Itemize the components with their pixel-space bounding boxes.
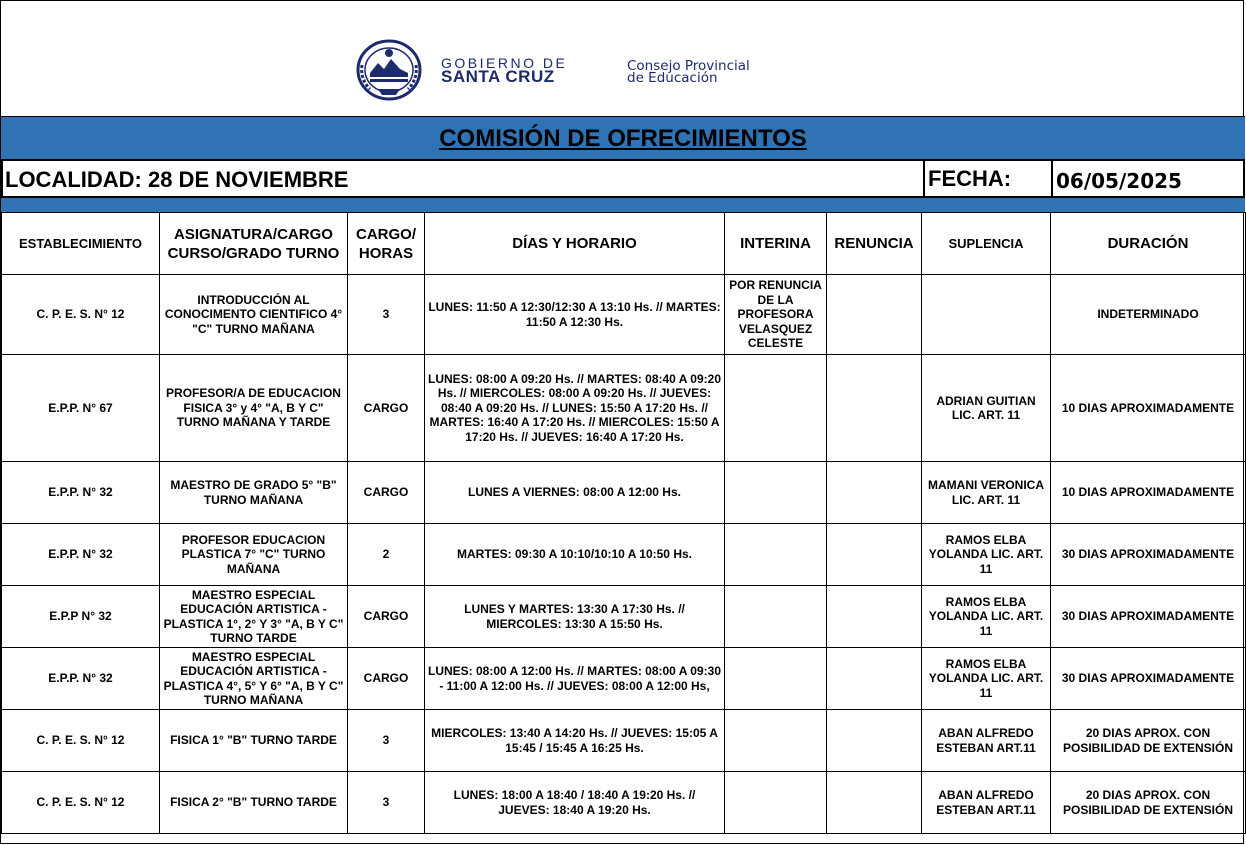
cell-cargo-horas: 2 bbox=[348, 524, 425, 586]
page-title: COMISIÓN DE OFRECIMIENTOS bbox=[439, 125, 807, 152]
cell-suplencia: RAMOS ELBA YOLANDA LIC. ART. 11 bbox=[922, 586, 1051, 648]
title-bar bbox=[1, 116, 1245, 159]
cell-renuncia bbox=[827, 586, 922, 648]
cell-duracion: 20 DIAS APROX. CON POSIBILIDAD DE EXTENSIÓN bbox=[1051, 710, 1246, 772]
cell-cargo-horas: CARGO bbox=[348, 648, 425, 710]
cell-interina bbox=[725, 772, 827, 834]
cell-cargo-horas: 3 bbox=[348, 275, 425, 355]
table-row bbox=[2, 524, 1246, 586]
cell-asignatura: MAESTRO DE GRADO 5° "B" TURNO MAÑANA bbox=[160, 462, 348, 524]
santa-cruz-seal-icon bbox=[356, 39, 422, 101]
cell-interina: POR RENUNCIA DE LA PROFESORA VELASQUEZ CELESTE bbox=[725, 275, 827, 355]
cell-suplencia: RAMOS ELBA YOLANDA LIC. ART. 11 bbox=[922, 524, 1051, 586]
table-header-row bbox=[2, 213, 1246, 275]
fecha-label: FECHA: bbox=[923, 161, 1051, 196]
cell-establecimiento: E.P.P. N° 32 bbox=[2, 648, 160, 710]
cell-suplencia: RAMOS ELBA YOLANDA LIC. ART. 11 bbox=[922, 648, 1051, 710]
cell-interina bbox=[725, 648, 827, 710]
col-suplencia: SUPLENCIA bbox=[922, 213, 1051, 275]
cell-establecimiento: E.P.P. N° 32 bbox=[2, 462, 160, 524]
cell-interina bbox=[725, 586, 827, 648]
cell-asignatura: MAESTRO ESPECIAL EDUCACIÓN ARTISTICA - PLASTICA 1°, 2° Y 3° "A, B Y C" TURNO TARDE bbox=[160, 586, 348, 648]
cell-cargo-horas: 3 bbox=[348, 710, 425, 772]
cell-dias-horario: MIERCOLES: 13:40 A 14:20 Hs. // JUEVES: 15:05 A 15:45 / 15:45 A 16:25 Hs. bbox=[425, 710, 725, 772]
cell-dias-horario: LUNES A VIERNES: 08:00 A 12:00 Hs. bbox=[425, 462, 725, 524]
col-interina: INTERINA bbox=[725, 213, 827, 275]
col-dias-horario: DÍAS Y HORARIO bbox=[425, 213, 725, 275]
cell-renuncia bbox=[827, 524, 922, 586]
cpe-line1: Consejo Provincial bbox=[627, 58, 750, 74]
localidad-label: LOCALIDAD: 28 DE NOVIEMBRE bbox=[5, 167, 349, 192]
table-row bbox=[2, 648, 1246, 710]
cell-cargo-horas: CARGO bbox=[348, 355, 425, 462]
separator-bar bbox=[1, 198, 1245, 212]
cell-duracion: 30 DIAS APROXIMADAMENTE bbox=[1051, 524, 1246, 586]
gov-line2: SANTA CRUZ bbox=[441, 67, 555, 86]
cell-duracion: 10 DIAS APROXIMADAMENTE bbox=[1051, 355, 1246, 462]
cell-suplencia bbox=[922, 275, 1051, 355]
cell-establecimiento: E.P.P N° 32 bbox=[2, 586, 160, 648]
cell-duracion: INDETERMINADO bbox=[1051, 275, 1246, 355]
cell-dias-horario: LUNES: 18:00 A 18:40 / 18:40 A 19:20 Hs. // JUEVES: 18:40 A 19:20 Hs. bbox=[425, 772, 725, 834]
cell-interina bbox=[725, 462, 827, 524]
cell-renuncia bbox=[827, 772, 922, 834]
cell-renuncia bbox=[827, 355, 922, 462]
cell-suplencia: MAMANI VERONICA LIC. ART. 11 bbox=[922, 462, 1051, 524]
gov-line1: GOBIERNO DE bbox=[441, 55, 568, 71]
cell-establecimiento: E.P.P. N° 67 bbox=[2, 355, 160, 462]
cell-dias-horario: LUNES: 11:50 A 12:30/12:30 A 13:10 Hs. // MARTES: 11:50 A 12:30 Hs. bbox=[425, 275, 725, 355]
table-row bbox=[2, 355, 1246, 462]
cell-renuncia bbox=[827, 275, 922, 355]
letterhead bbox=[1, 1, 1245, 116]
cell-asignatura: INTRODUCCIÓN AL CONOCIMENTO CIENTIFICO 4° "C" TURNO MAÑANA bbox=[160, 275, 348, 355]
cell-dias-horario: LUNES: 08:00 A 12:00 Hs. // MARTES: 08:00 A 09:30 - 11:00 A 12:00 Hs. // JUEVES: 08:00 A 12:00 Hs, bbox=[425, 648, 725, 710]
cell-establecimiento: C. P. E. S. N° 12 bbox=[2, 772, 160, 834]
cell-renuncia bbox=[827, 648, 922, 710]
cell-asignatura: PROFESOR EDUCACION PLASTICA 7° "C" TURNO MAÑANA bbox=[160, 524, 348, 586]
cell-establecimiento: C. P. E. S. N° 12 bbox=[2, 710, 160, 772]
cpe-line2: de Educación bbox=[627, 70, 718, 86]
cell-renuncia bbox=[827, 462, 922, 524]
cell-cargo-horas: 3 bbox=[348, 772, 425, 834]
cell-asignatura: FISICA 2° "B" TURNO TARDE bbox=[160, 772, 348, 834]
table-row bbox=[2, 772, 1246, 834]
cell-interina bbox=[725, 710, 827, 772]
col-renuncia: RENUNCIA bbox=[827, 213, 922, 275]
col-cargo-horas: CARGO/ HORAS bbox=[348, 213, 425, 275]
table-row bbox=[2, 462, 1246, 524]
cell-duracion: 10 DIAS APROXIMADAMENTE bbox=[1051, 462, 1246, 524]
table-row bbox=[2, 586, 1246, 648]
cell-cargo-horas: CARGO bbox=[348, 586, 425, 648]
cell-asignatura: FISICA 1° "B" TURNO TARDE bbox=[160, 710, 348, 772]
cell-interina bbox=[725, 524, 827, 586]
fecha-value: 06/05/2025 bbox=[1051, 161, 1243, 196]
cell-dias-horario: LUNES: 08:00 A 09:20 Hs. // MARTES: 08:40 A 09:20 Hs. // MIERCOLES: 08:00 A 09:20 Hs. // JUEVES: 08:40 A 09:20 Hs. // LUNES: 15:50 A 17:20 Hs. // MARTES: 16:40 A 17:20 Hs. // MIERCOLES: 15:50 A 17:20 Hs. // JUEVES: 16:40 A 17:20 Hs. bbox=[425, 355, 725, 462]
cell-dias-horario: LUNES Y MARTES: 13:30 A 17:30 Hs. // MIERCOLES: 13:30 A 15:50 Hs. bbox=[425, 586, 725, 648]
cell-duracion: 30 DIAS APROXIMADAMENTE bbox=[1051, 648, 1246, 710]
cell-asignatura: PROFESOR/A DE EDUCACION FISICA 3° y 4° "A, B Y C" TURNO MAÑANA Y TARDE bbox=[160, 355, 348, 462]
cell-asignatura: MAESTRO ESPECIAL EDUCACIÓN ARTISTICA - PLASTICA 4°, 5° Y 6° "A, B Y C" TURNO MAÑANA bbox=[160, 648, 348, 710]
cell-suplencia: ADRIAN GUITIAN LIC. ART. 11 bbox=[922, 355, 1051, 462]
cell-establecimiento: C. P. E. S. N° 12 bbox=[2, 275, 160, 355]
cell-cargo-horas: CARGO bbox=[348, 462, 425, 524]
offers-table bbox=[1, 212, 1246, 834]
table-row bbox=[2, 710, 1246, 772]
cell-establecimiento: E.P.P. N° 32 bbox=[2, 524, 160, 586]
col-asignatura: ASIGNATURA/CARGO CURSO/GRADO TURNO bbox=[160, 213, 348, 275]
cell-renuncia bbox=[827, 710, 922, 772]
cell-duracion: 20 DIAS APROX. CON POSIBILIDAD DE EXTENSIÓN bbox=[1051, 772, 1246, 834]
col-duracion: DURACIÓN bbox=[1051, 213, 1246, 275]
cell-suplencia: ABAN ALFREDO ESTEBAN ART.11 bbox=[922, 710, 1051, 772]
cell-suplencia: ABAN ALFREDO ESTEBAN ART.11 bbox=[922, 772, 1051, 834]
cell-interina bbox=[725, 355, 827, 462]
table-row bbox=[2, 275, 1246, 355]
cell-dias-horario: MARTES: 09:30 A 10:10/10:10 A 10:50 Hs. bbox=[425, 524, 725, 586]
col-establecimiento: ESTABLECIMIENTO bbox=[2, 213, 160, 275]
info-row bbox=[1, 159, 1245, 198]
cell-duracion: 30 DIAS APROXIMADAMENTE bbox=[1051, 586, 1246, 648]
